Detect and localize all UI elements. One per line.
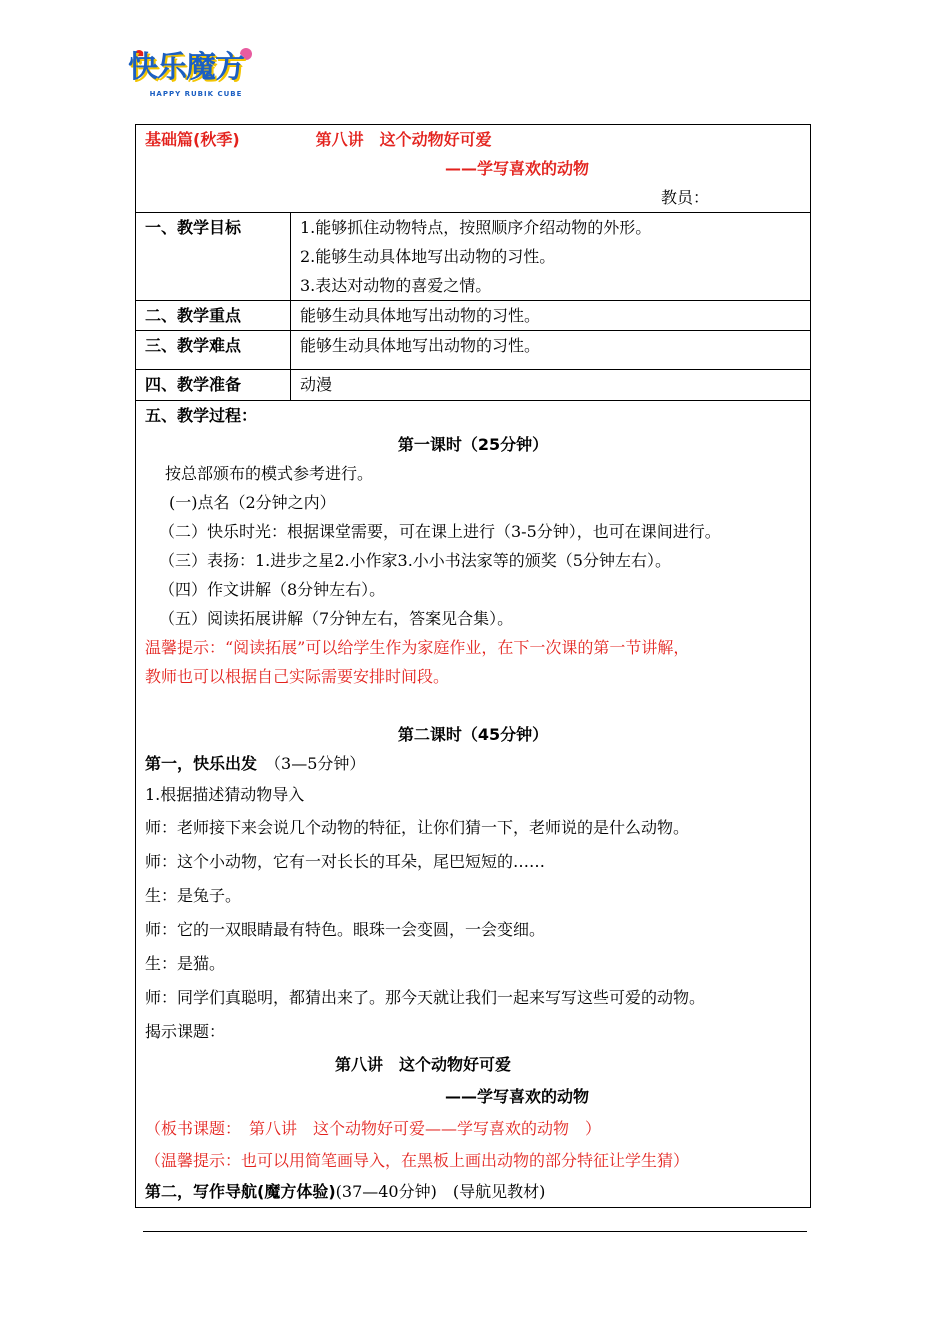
- header-row: [136, 125, 811, 213]
- goals-label: 一、教学目标: [136, 213, 291, 301]
- part2-time: (37—40分钟) (导航见教材): [335, 1182, 546, 1201]
- board-note: （板书课题： 第八讲 这个动物好可爱——学写喜欢的动物 ）: [145, 1119, 602, 1138]
- dialogue-line: 师：这个小动物，它有一对长长的耳朵，尾巴短短的……: [145, 852, 546, 871]
- difficulty-label: 三、教学难点: [136, 331, 291, 370]
- part1-time: （3—5分钟）: [265, 754, 366, 773]
- process-label: 五、教学过程：: [145, 406, 258, 425]
- dialogue-line: 生：是兔子。: [145, 886, 242, 905]
- goal-item: 2.能够生动具体地写出动物的习性。: [300, 247, 556, 266]
- dialogue-line: 师：它的一双眼睛最有特色。眼珠一会变圆，一会变细。: [145, 920, 546, 939]
- period1-step: （二）快乐时光：根据课堂需要，可在课上进行（3-5分钟），也可在课间进行。: [159, 522, 721, 541]
- logo-subtitle: HAPPY RUBIK CUBE: [149, 90, 243, 98]
- reveal-title: 第八讲 这个动物好可爱: [335, 1055, 512, 1074]
- period1-step: (一)点名（2分钟之内）: [169, 493, 336, 512]
- preparation-label: 四、教学准备: [136, 370, 291, 401]
- course-name: 基础篇(秋季): [145, 130, 240, 149]
- period1-step: （四）作文讲解（8分钟左右）。: [159, 580, 386, 599]
- period2-title: 第二课时（45分钟）: [397, 725, 549, 744]
- part2-title: 第二，写作导航(魔方体验): [145, 1182, 336, 1201]
- period2-tip: （温馨提示：也可以用简笔画导入，在黑板上画出动物的部分特征让学生猜）: [145, 1151, 690, 1170]
- period1-step: （三）表扬：1.进步之星2.小作家3.小小书法家等的颁奖（5分钟左右）。: [159, 551, 671, 570]
- lesson-title: 第八讲 这个动物好可爱: [315, 130, 492, 149]
- preparation-row: [136, 370, 811, 401]
- goal-item: 1.能够抓住动物特点，按照顺序介绍动物的外形。: [300, 218, 652, 237]
- period1-intro: 按总部颁布的模式参考进行。: [165, 464, 374, 483]
- process-row: [136, 401, 811, 1208]
- lesson-subtitle: ——学写喜欢的动物: [445, 159, 590, 178]
- period1-tip: 教师也可以根据自己实际需要安排时间段。: [145, 667, 450, 686]
- dialogue-line: 1.根据描述猜动物导入: [145, 785, 305, 804]
- dialogue-line: 师：同学们真聪明，都猜出来了。那今天就让我们一起来写写这些可爱的动物。: [145, 988, 706, 1007]
- teacher-label: 教员：: [661, 188, 710, 207]
- period1-title: 第一课时（25分钟）: [397, 435, 549, 454]
- key-point-row: [136, 301, 811, 331]
- lesson-plan-table: [135, 124, 811, 1208]
- period1-step: （五）阅读拓展讲解（7分钟左右，答案见合集）。: [159, 609, 514, 628]
- preparation-value: 动漫: [291, 370, 811, 401]
- dialogue-line: 揭示课题：: [145, 1022, 226, 1041]
- reveal-subtitle: ——学写喜欢的动物: [445, 1087, 590, 1106]
- difficulty-row: [136, 331, 811, 370]
- period1-tip: 温馨提示：“阅读拓展”可以给学生作为家庭作业，在下一次课的第一节讲解，: [145, 638, 690, 657]
- key-point-label: 二、教学重点: [136, 301, 291, 331]
- goal-item: 3.表达对动物的喜爱之情。: [300, 276, 492, 295]
- goals-content: [291, 213, 811, 301]
- dialogue-line: 师：老师接下来会说几个动物的特征，让你们猜一下，老师说的是什么动物。: [145, 818, 690, 837]
- spacer: [145, 691, 801, 720]
- difficulty-value: 能够生动具体地写出动物的习性。: [291, 331, 811, 370]
- goals-row: [136, 213, 811, 301]
- key-point-value: 能够生动具体地写出动物的习性。: [291, 301, 811, 331]
- footer-divider: [143, 1231, 807, 1232]
- part1-title: 第一，快乐出发: [145, 754, 258, 773]
- logo-title: 快乐魔方: [128, 50, 244, 85]
- logo: [128, 46, 260, 104]
- dialogue-line: 生：是猫。: [145, 954, 226, 973]
